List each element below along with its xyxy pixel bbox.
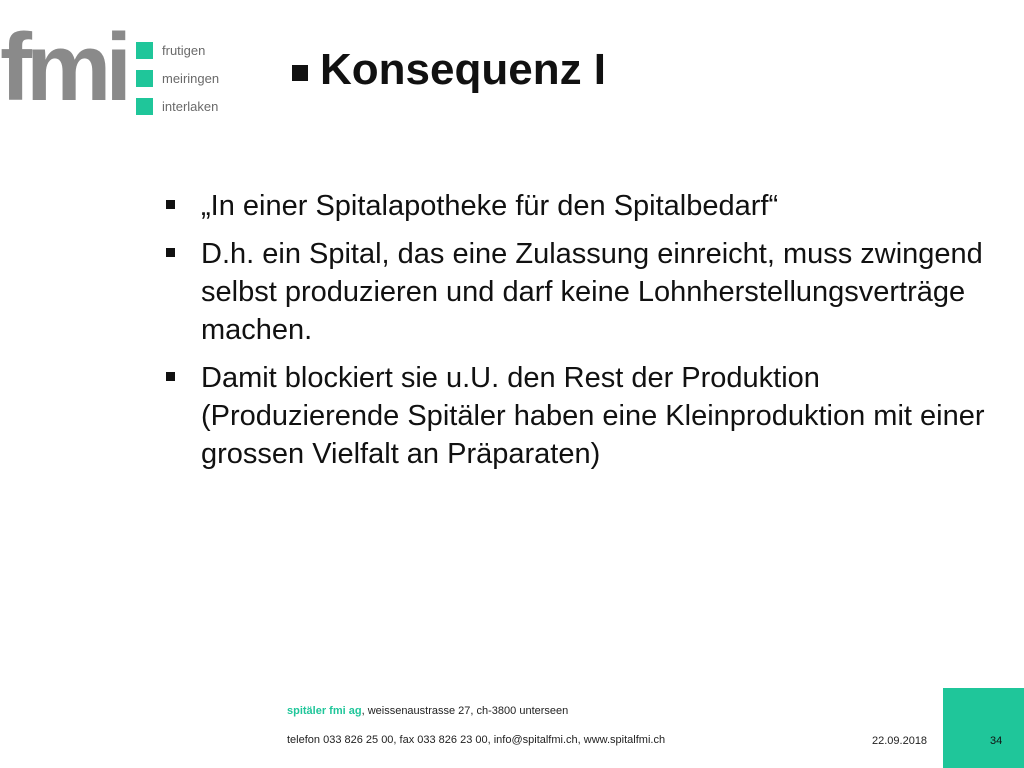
bullet-list [163,187,1003,483]
slide-title-block [292,45,607,94]
footer-contact: telefon 033 826 25 00, fax 033 826 23 00, info@spitalfmi.ch, www.spitalfmi.ch [287,734,666,746]
logo-line-frutigen: frutigen [162,43,206,58]
logo-line-meiringen: meiringen [162,71,220,86]
page-number-box [943,688,1024,768]
footer-address [287,705,568,717]
square-bullet-icon [166,200,175,209]
logo-square-frutigen [136,42,153,59]
square-bullet-icon [166,248,175,257]
bullet-text: „In einer Spitalapotheke für den Spitalbedarf“ [201,190,779,222]
bullet-item [163,187,1003,225]
bullet-text: D.h. ein Spital, das eine Zulassung einreicht, muss zwingend selbst produzieren und darf keine Lohnherstellungsverträge machen. [201,238,983,346]
slide-title: Konsequenz I [320,45,607,94]
page-number: 34 [990,735,1003,747]
logo-square-interlaken [136,98,153,115]
logo-square-meiringen [136,70,153,87]
bullet-text: Damit blockiert sie u.U. den Rest der Produktion (Produzierende Spitäler haben eine Kleinproduktion mit einer grossen Vielfalt an Präparaten) [201,362,985,470]
title-bullet-icon [292,65,308,81]
logo-line-interlaken: interlaken [162,99,219,114]
slide-date: 22.09.2018 [872,735,928,747]
square-bullet-icon [166,372,175,381]
bullet-item [163,359,1003,473]
footer-company: spitäler fmi ag [287,705,362,717]
footer-address-text: , weissenaustrasse 27, ch-3800 unterseen [361,705,569,717]
bullet-item [163,235,1003,349]
logo-wordmark: fmi [0,14,126,121]
